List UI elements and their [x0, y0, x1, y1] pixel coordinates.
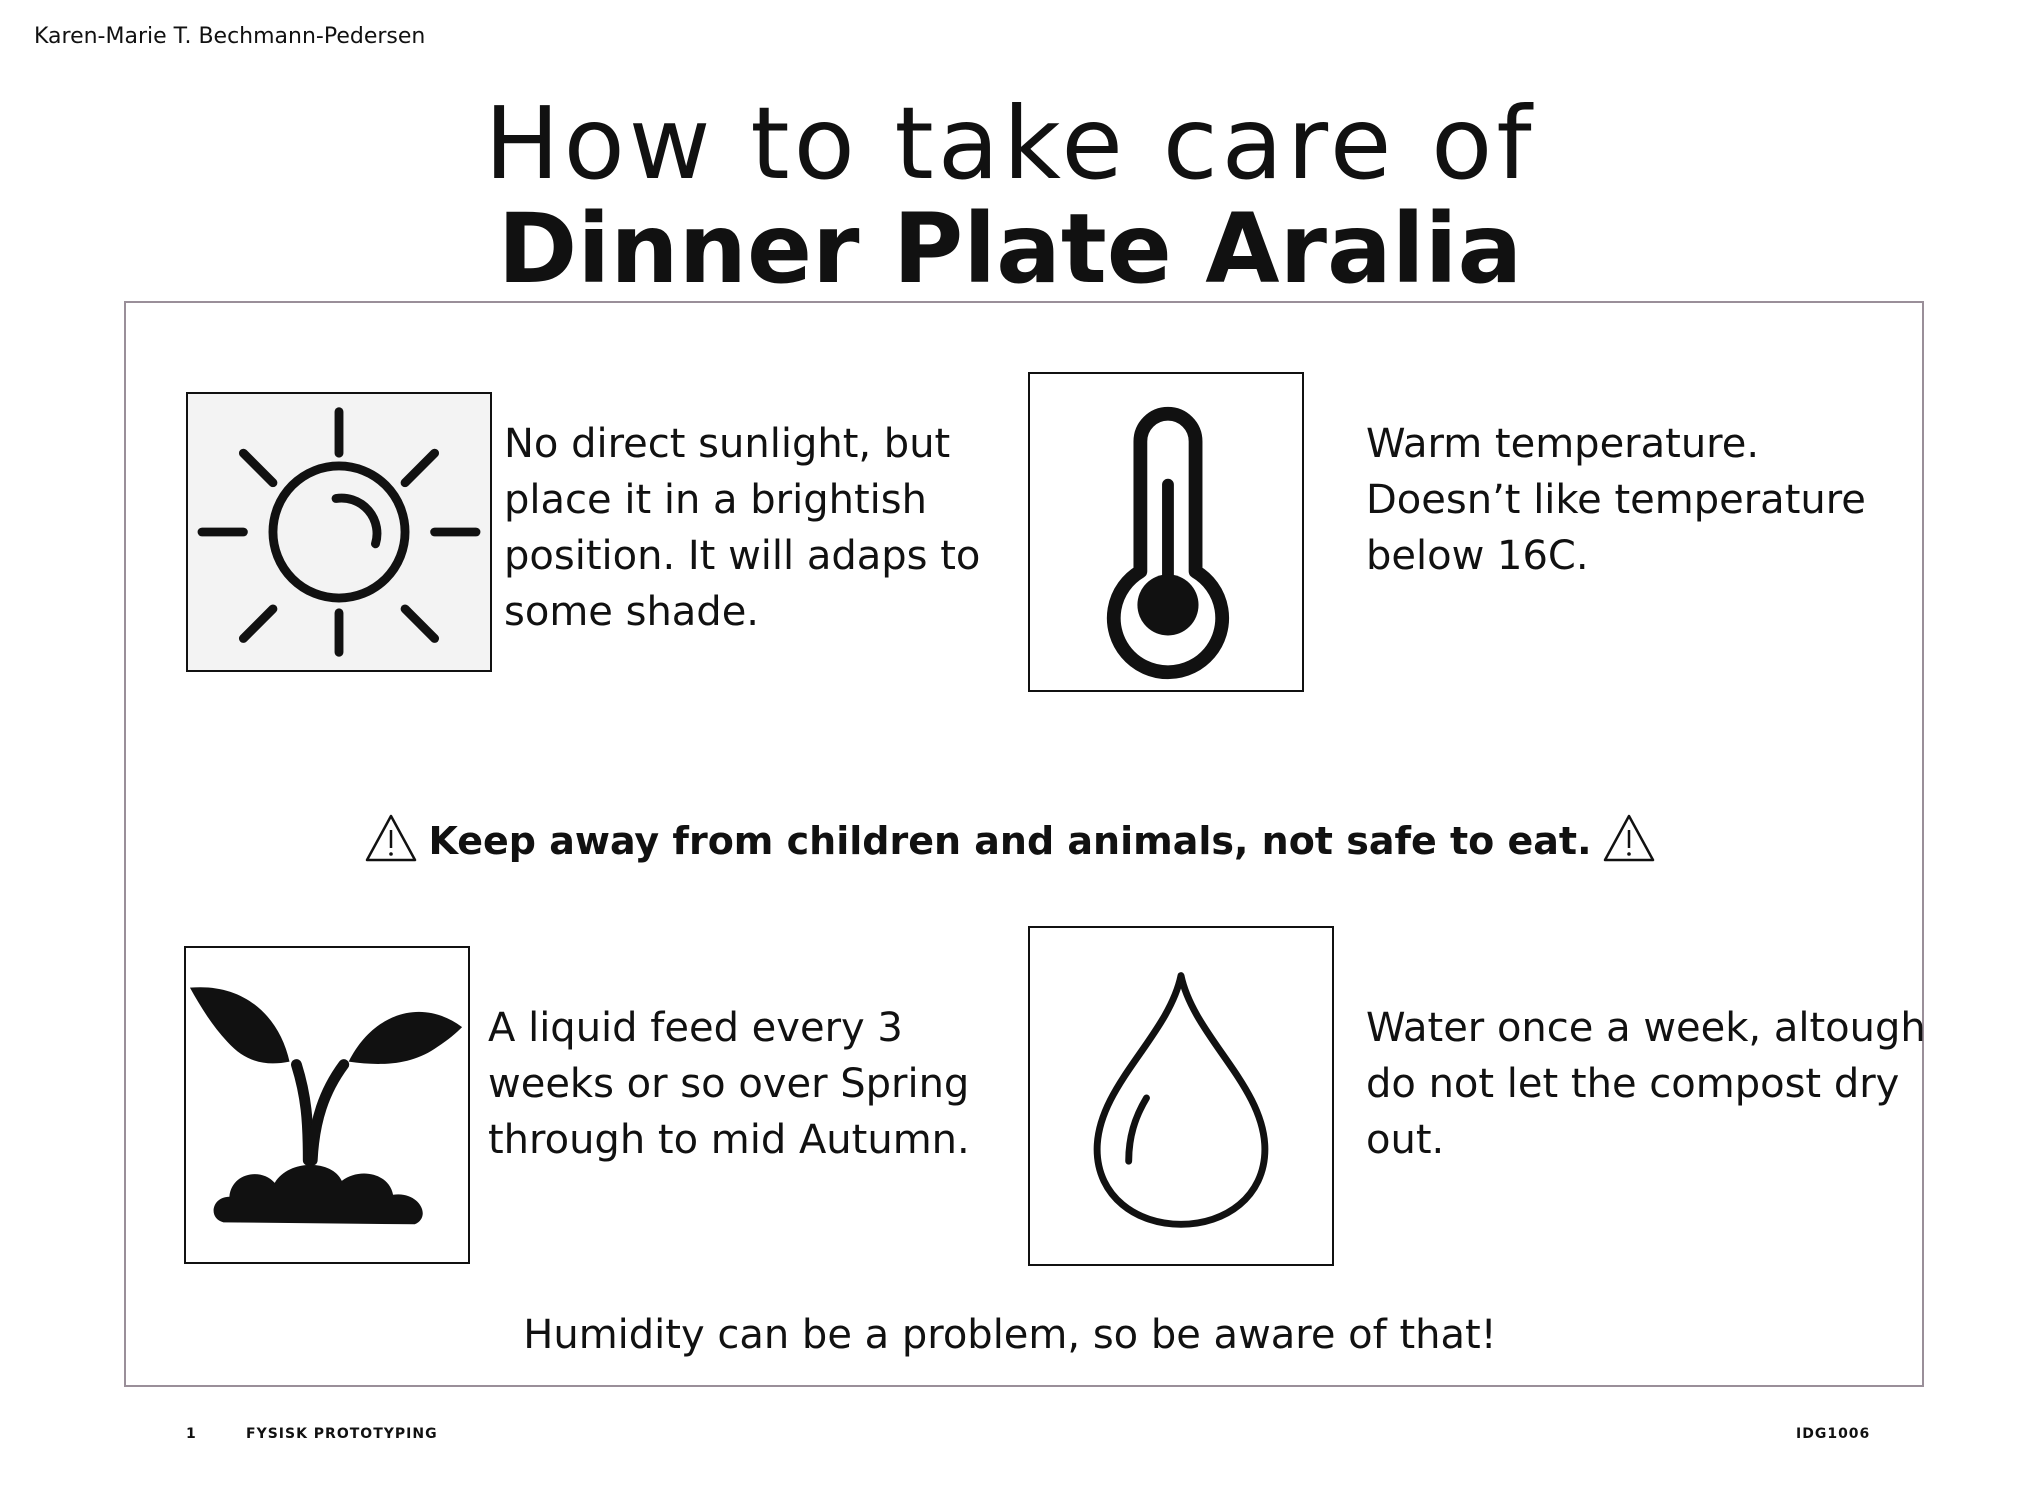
water-drop-icon	[1028, 926, 1334, 1266]
course-code: IDG1006	[1796, 1426, 1871, 1442]
page-number: 1	[186, 1426, 197, 1442]
watering-care-text: Water once a week, altough do not let the compost dry out.	[1366, 1005, 1926, 1163]
humidity-note: Humidity can be a problem, so be aware of that!	[523, 1312, 1497, 1358]
sun-icon	[186, 392, 492, 672]
temperature-care-text: Warm temperature. Doesn’t like temperature below 16C.	[1366, 421, 1866, 579]
page-title-plant-name: Dinner Plate Aralia	[497, 193, 1523, 305]
page-title-line1: How to take care of	[484, 85, 1536, 202]
course-name: FYSISK PROTOTYPING	[246, 1426, 438, 1442]
warning-triangle-icon	[1602, 812, 1656, 864]
feeding-care-text: A liquid feed every 3 weeks or so over Spring through to mid Autumn.	[488, 1005, 970, 1163]
warning-triangle-icon	[364, 812, 418, 864]
author-name: Karen-Marie T. Bechmann-Pedersen	[34, 24, 426, 49]
thermometer-icon	[1028, 372, 1304, 692]
sun-care-text: No direct sunlight, but place it in a brightish position. It will adaps to some shade.	[504, 421, 981, 635]
seedling-icon	[184, 946, 470, 1264]
warning-text: Keep away from children and animals, not safe to eat.	[428, 819, 1592, 863]
safety-warning	[0, 812, 2020, 864]
